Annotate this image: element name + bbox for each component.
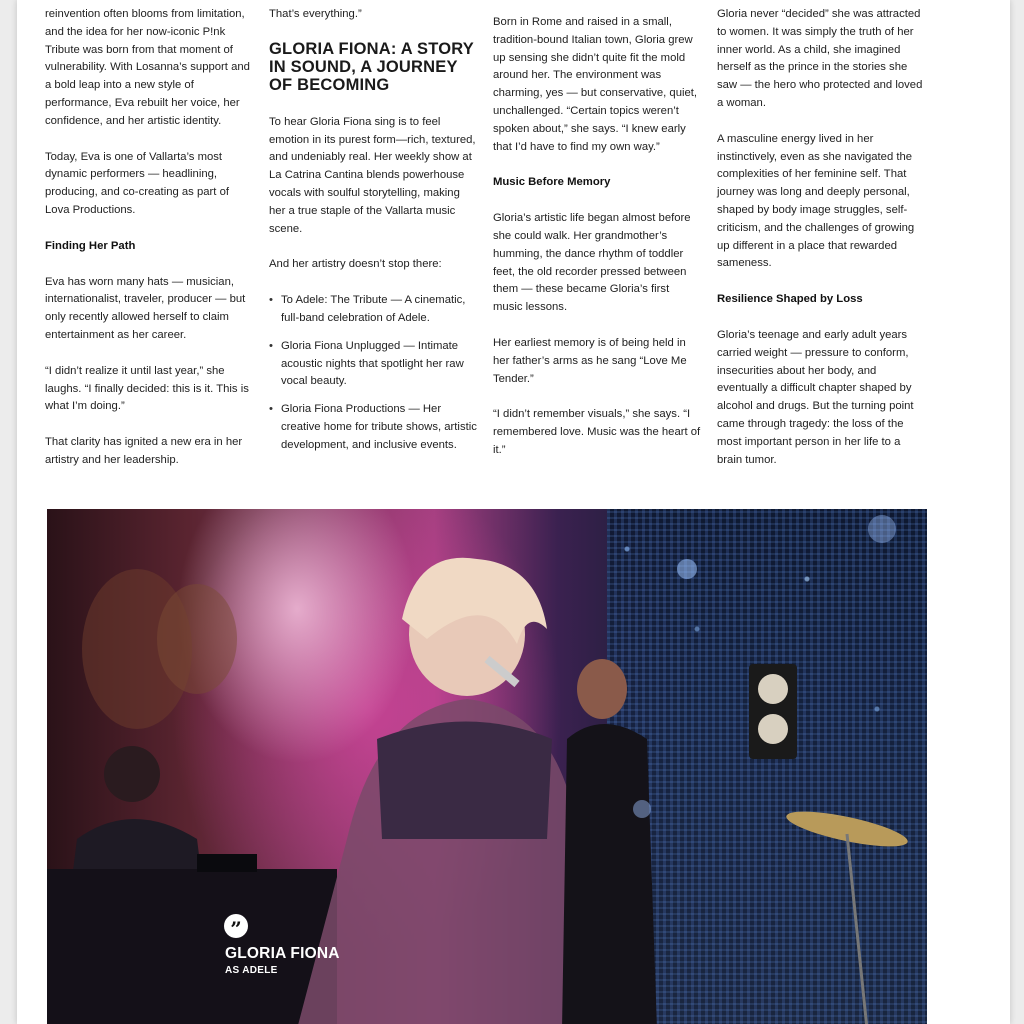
paragraph: To hear Gloria Fiona sing is to feel emotion in its purest form—rich, textured, and undeniably real. Her weekly show at La Catrina Cantina blends powerhouse vocals with soulful storytelling, making her a true staple of the Vallarta music scene. (269, 115, 476, 235)
paragraph: That clarity has ignited a new era in her artistry and her leadership. (45, 436, 243, 466)
quote-icon: ” (224, 914, 248, 938)
paragraph: “I didn’t remember visuals,” she says. “I remembered love. Music was the heart of it.” (493, 408, 701, 456)
photo-caption-role: AS ADELE (225, 965, 278, 976)
section-subheading: Music Before Memory (493, 176, 611, 189)
article-column-2 (269, 6, 477, 465)
paragraph: Gloria’s artistic life began almost before she could walk. Her grandmother’s humming, the dance rhythm of toddler feet, the old recorder pressed between them — these became Gloria’s first music lessons. (493, 212, 691, 314)
paragraph: Gloria’s teenage and early adult years carried weight — pressure to conform, insecurities about her body, and eventually a difficult chapter shaped by alcohol and drugs. But the turning point came through tragedy: the loss of the most important person in her life to a brain tumor. (717, 328, 914, 466)
photo-caption-name: GLORIA FIONA (225, 945, 340, 962)
section-subheading: Resilience Shaped by Loss (717, 293, 863, 306)
paragraph: Today, Eva is one of Vallarta’s most dynamic performers — headlining, producing, and co-creating as part of Lova Productions. (45, 150, 229, 216)
article-column-3 (493, 14, 701, 478)
concert-photo (47, 509, 927, 1024)
magazine-page (17, 0, 1010, 1024)
list-item: • Gloria Fiona Productions — Her creative home for tribute shows, artistic development, and inclusive events. (281, 401, 477, 454)
paragraph: A masculine energy lived in her instinctively, even as she navigated the complexities of her feminine self. That journey was long and deeply personal, shaped by body image struggles, self-criticism, and the challenges of growing up different in a place that rewarded sameness. (717, 132, 915, 270)
paragraph: Eva has worn many hats — musician, internationalist, traveler, producer — but only recently allowed herself to claim entertainment as her career. (45, 275, 246, 341)
stage-scene-illustration (47, 509, 927, 1024)
paragraph: reinvention often blooms from limitation, and the idea for her now-iconic P!nk Tribute was born from that moment of vulnerability. With Losanna’s support and a bold leap into a new style of performance, Eva rebuilt her voice, her confidence, and her artistic identity. (45, 8, 250, 127)
article-headline: GLORIA FIONA: A STORY IN SOUND, A JOURNEY OF BECOMING (269, 39, 474, 94)
paragraph: Gloria never “decided” she was attracted to women. It was simply the truth of her inner world. As a child, she imagined herself as the prince in the stories she saw — the hero who protected and loved a woman. (717, 8, 923, 109)
list-item: • To Adele: The Tribute — A cinematic, full-band celebration of Adele. (281, 292, 477, 328)
list-item: • Gloria Fiona Unplugged — Intimate acoustic nights that spotlight her raw vocal beauty. (281, 338, 477, 391)
article-column-1 (45, 6, 253, 488)
paragraph: Born in Rome and raised in a small, tradition-bound Italian town, Gloria grew up sensing she didn’t quite fit the mold around her. The environment was charming, yes — but conservative, quiet, unchallenged. “Certain topics weren’t spoken about,” she says. “I knew early that I’d have to find my own way.” (493, 16, 698, 153)
section-subheading: Finding Her Path (45, 239, 136, 252)
paragraph: That’s everything.” (269, 8, 362, 20)
paragraph: And her artistry doesn’t stop there: (269, 258, 442, 271)
article-column-4 (717, 6, 925, 487)
projects-list (269, 292, 477, 454)
paragraph: Her earliest memory is of being held in her father’s arms as he sang “Love Me Tender.” (493, 336, 687, 385)
paragraph: “I didn’t realize it until last year,” she laughs. “I finally decided: this is it. This is what I’m doing.” (45, 364, 249, 413)
